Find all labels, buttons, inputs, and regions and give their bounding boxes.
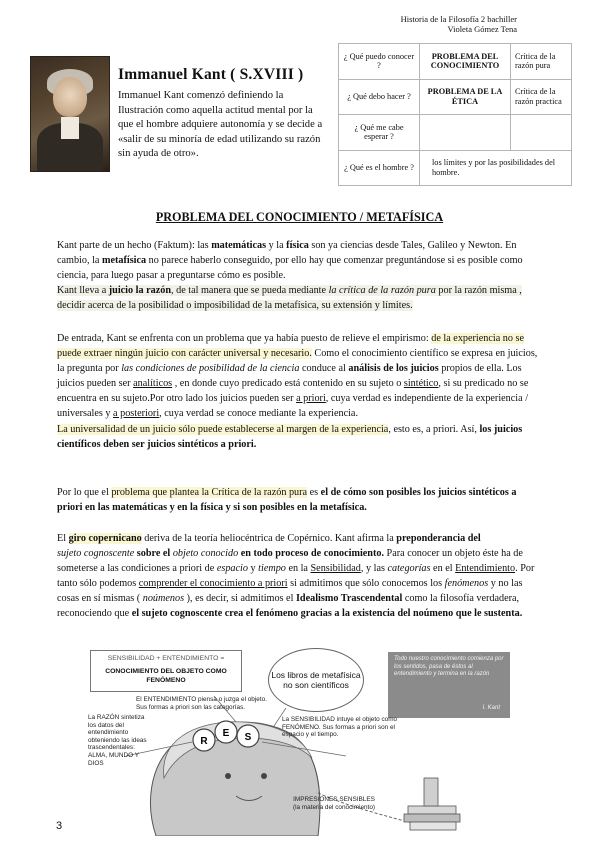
formula-result: CONOCIMIENTO DEL OBJETO COMO FENÓMENO — [105, 668, 227, 684]
kant-portrait-image — [30, 56, 110, 172]
question-cell: ¿ Qué es el hombre ? — [339, 150, 420, 186]
page-number: 3 — [56, 820, 63, 832]
table-row — [339, 150, 572, 186]
critique-cell — [511, 115, 572, 151]
document-header — [401, 14, 517, 34]
problem-cell: PROBLEMA DEL CONOCIMIENTO — [420, 44, 511, 80]
kant-knowledge-diagram — [86, 646, 514, 836]
critique-cell: Crítica de la razón pura — [511, 44, 572, 80]
question-cell: ¿ Qué me cabe esperar ? — [339, 115, 420, 151]
problem-cell — [420, 115, 511, 151]
question-cell: ¿ Qué debo hacer ? — [339, 79, 420, 115]
lamp-icon — [424, 778, 438, 806]
right-eye — [261, 773, 267, 779]
speech-bubble-text: Los libros de metafísica no son científicos — [271, 670, 361, 690]
header-author: Violeta Gómez Tena — [447, 24, 517, 34]
header-course: Historia de la Filosofía 2 bachiller — [400, 14, 517, 24]
paragraph-giro-copernicano: El giro copernicano deriva de la teoría heliocéntrica de Copérnico. Kant afirma la preponderancia del sujeto cognoscente sobre el objeto conocido en todo proceso de conocimiento. Para conocer un objeto éste ha de someterse a las condiciones a priori de espacio y tiempo en la Sensibilidad, y las categorías en el Entendimiento. Por tanto sólo podemos comprender el conocimiento a priori si admitimos que sólo conocemos los fenómenos y no las cosas en sí mismas ( noúmenos ), es decir, si admitimos el Idealismo Trascendental como la filosofía verdadera, reconociendo que el sujeto cognoscente crea el fenómeno gracias a la existencia del noúmeno que le sustenta. — [57, 533, 535, 620]
gear-letter: E — [222, 728, 230, 739]
left-eye — [225, 773, 231, 779]
speech-bubble — [268, 648, 364, 712]
quote-text: Todo nuestro conocimiento comienza por los sentidos, pasa de éstos al entendimiento y termina en la razón — [394, 656, 504, 677]
paragraph-juicios: De entrada, Kant se enfrenta con un problema que ya había puesto de relieve el empirismo: de la experiencia no se puede extraer ningún juicio con carácter universal y necesario. Como el conocimiento científico se expresa en juicios, la pregunta por las condiciones de posibilidad de la ciencia conduce al análisis de los juicios propios de ella. Los juicios pueden ser analíticos , en donde cuyo predicado está contenido en su sujeto o sintético, si su predicado no se encuentra en su sujeto.Por otro lado los juicios pueden ser a priori, cuya verdad es independiente de la experiencia / universales y a posteriori, cuya verdad se conoce mediante la experiencia. La universalidad de un juicio sólo puede establecerse al margen de la experiencia, esto es, a priori. Así, los juicios científicos deben ser juicios sintéticos a priori. — [57, 333, 538, 450]
book-icon — [408, 806, 456, 814]
entendimiento-label: El ENTENDIMIENTO piensa o juzga el objeto. Sus formas a priori son las categorías. — [136, 696, 267, 711]
questions-table — [338, 43, 572, 186]
critique-cell: Crítica de la razón practica — [511, 79, 572, 115]
paragraph-faktum: Kant parte de un hecho (Faktum): las matemáticas y la física son ya ciencias desde Tales, Galileo y Newton. En cambio, la metafísica no parece haberlo conseguido, por ello hay que comenzar preguntándose si es posible como ciencia, para luego pasar a preguntarse cómo es posible. Kant lleva a juicio la razón, de tal manera que se pueda mediante la crítica de la razón pura por la razón misma , decidir acerca de la posibilidad o imposibilidad de la metafísica, su extensión y límites. — [57, 240, 523, 312]
gear-letter: S — [244, 732, 252, 743]
problem-cell: PROBLEMA DE LA ÉTICA — [420, 79, 511, 115]
sensibilidad-label: La SENSIBILIDAD intuye el objeto como FENÓMENO. Sus formas a priori son el espacio y el tiempo. — [282, 716, 398, 739]
book-icon — [410, 822, 456, 830]
section-title: PROBLEMA DEL CONOCIMIENTO / METAFÍSICA — [155, 210, 444, 224]
paragraph-juicio-razon: Kant lleva a juicio la razón, de tal manera que se pueda mediante la crítica de la razón pura por la razón misma , decidir acerca de la posibilidad o imposibilidad de la metafísica, su extensión y límites. — [57, 285, 522, 312]
table-row — [339, 44, 572, 80]
kant-quote-box — [388, 652, 510, 718]
table-row — [339, 115, 572, 151]
razon-label: La RAZÓN sintetiza los datos del entendimiento obteniendo las ideas trascendentales: ALMA, MUNDO Y DIOS — [88, 714, 147, 767]
formula-box — [90, 650, 242, 692]
paragraph-problema-critica: Por lo que el problema que plantea la Crítica de la razón pura es el de cómo son posibles los juicios sintéticos a priori en las matemáticas y en la física y si son posibles en la metafísica. — [57, 487, 517, 514]
impresiones-label: IMPRESIONES SENSIBLES (la materia del conocimiento) — [292, 796, 376, 811]
table-row — [339, 79, 572, 115]
question-cell: ¿ Qué puedo conocer ? — [339, 44, 420, 80]
page-title: Immanuel Kant ( S.XVIII ) — [118, 66, 304, 83]
formula-line: SENSIBILIDAD + ENTENDIMIENTO = — [107, 655, 225, 662]
book-icon — [404, 814, 460, 822]
gear-letter: R — [200, 736, 208, 747]
quote-author: I. Kant — [482, 704, 500, 711]
answer-cell: los límites y por las posibilidades del hombre. — [420, 150, 572, 186]
intro-paragraph: Immanuel Kant comenzó definiendo la Ilustración como aquella actitud mental por la que el hombre adquiere autonomía y se decide a «salir de su minoría de edad utilizando su razón sin ayuda de otro». — [118, 90, 323, 159]
